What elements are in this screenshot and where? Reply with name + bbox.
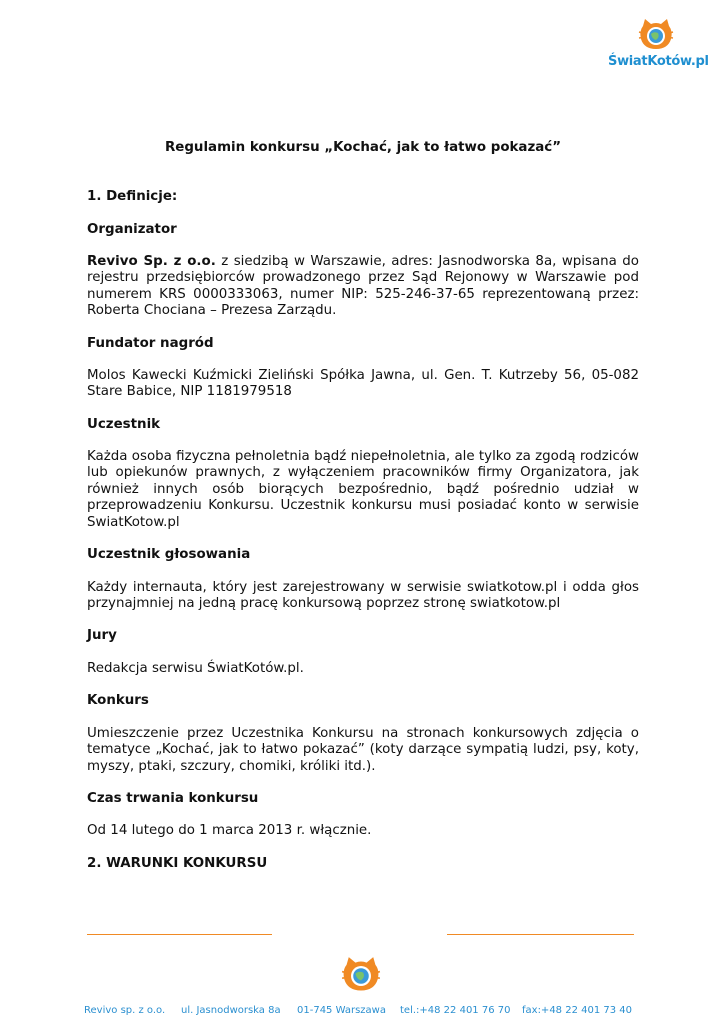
logo-bottom (338, 956, 384, 996)
section-2-heading: 2. WARUNKI KONKURSU (87, 856, 268, 871)
jury-heading: Jury (87, 628, 117, 643)
fundator-paragraph: Molos Kawecki Kuźmicki Zieliński Spółka Jawna, ul. Gen. T. Kutrzeby 56, 05-082 Stare Babice, NIP 1181979518 (87, 368, 639, 400)
konkurs-heading: Konkurs (87, 693, 149, 708)
glosowanie-heading: Uczestnik głosowania (87, 547, 251, 562)
organizator-heading: Organizator (87, 222, 177, 237)
footer-tel: tel.:+48 22 401 76 70 (400, 1005, 511, 1016)
footer-rule-left (87, 934, 272, 935)
glosowanie-paragraph: Każdy internauta, który jest zarejestrowany w serwisie swiatkotow.pl i odda głos przynajmniej na jedną pracę konkursową poprzez stronę swiatkotow.pl (87, 580, 639, 612)
document-title: Regulamin konkursu „Kochać, jak to łatwo pokazać” (164, 140, 562, 155)
footer-fax: fax:+48 22 401 73 40 (522, 1005, 633, 1016)
uczestnik-paragraph: Każda osoba fizyczna pełnoletnia bądź niepełnoletnia, ale tylko za zgodą rodziców lub opiekunów prawnych, z wyłączeniem pracowników firmy Organizatora, jak również innych osób biorących bezpośrednio, bądź pośrednio udział w przeprowadzeniu Konkursu. Uczestnik konkursu musi posiadać konto w serwisie SwiatKotow.pl (87, 449, 639, 530)
uczestnik-heading: Uczestnik (87, 417, 161, 432)
organizator-text: z siedzibą w Warszawie, adres: Jasnodworska 8a, wpisana do rejestru przedsiębiorców prowadzonego przez Sąd Rejonowy w Warszawie pod numerem KRS 0000333063, numer NIP: 525-246-37-65 reprezentowaną przez: Roberta Chociana – Prezesa Zarządu. (87, 254, 639, 319)
logo-top (608, 18, 709, 74)
logo-text: ŚwiatKotów.pl (608, 54, 709, 69)
footer-company: Revivo sp. z o.o. (84, 1005, 166, 1016)
cat-logo-small-icon (338, 956, 384, 996)
footer-city: 01-745 Warszawa (297, 1005, 386, 1016)
cat-logo-icon (636, 18, 676, 54)
section-1-heading: 1. Definicje: (87, 189, 178, 204)
czas-paragraph: Od 14 lutego do 1 marca 2013 r. włącznie. (87, 823, 372, 838)
jury-paragraph: Redakcja serwisu ŚwiatKotów.pl. (87, 661, 304, 676)
organizator-name: Revivo Sp. z o.o. (87, 254, 216, 269)
fundator-heading: Fundator nagród (87, 336, 214, 351)
czas-heading: Czas trwania konkursu (87, 791, 259, 806)
footer-rule-right (447, 934, 634, 935)
konkurs-paragraph: Umieszczenie przez Uczestnika Konkursu na stronach konkursowych zdjęcia o tematyce „Kochać, jak to łatwo pokazać” (koty darzące sympatią ludzi, psy, koty, myszy, ptaki, szczury, chomiki, króliki itd.). (87, 726, 639, 774)
organizator-paragraph (87, 254, 639, 320)
footer-street: ul. Jasnodworska 8a (181, 1005, 281, 1016)
